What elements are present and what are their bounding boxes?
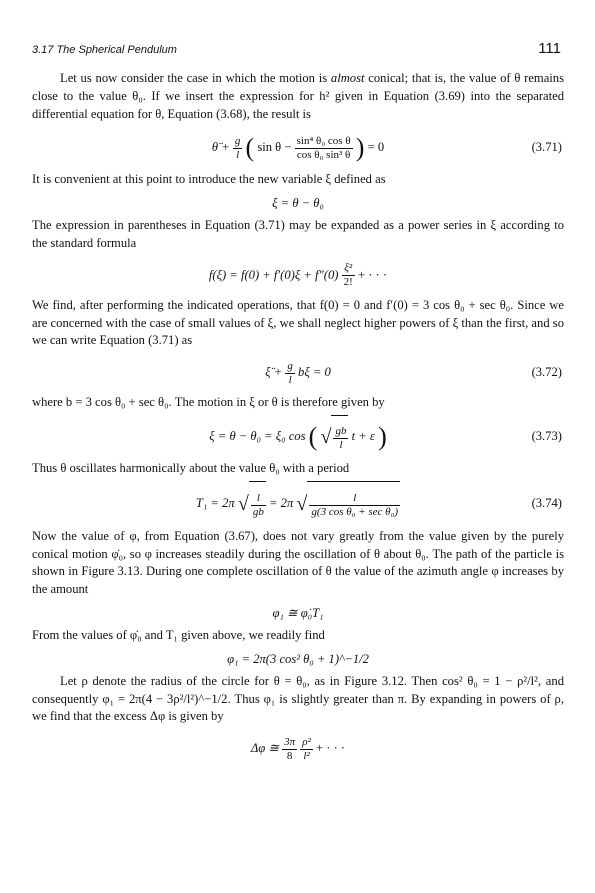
eq373-l: l	[339, 439, 343, 452]
running-head: 3.17 The Spherical Pendulum	[32, 44, 177, 56]
eq371-l: l	[236, 149, 240, 161]
taylor-tail: + · · ·	[357, 267, 388, 282]
eq371-rhs: = 0	[367, 140, 385, 155]
dphi-num2: ρ²	[302, 735, 311, 748]
page-number: 111	[538, 40, 561, 57]
eq374-l2: l	[309, 492, 400, 506]
paragraph-8: From the values of φ̇₀ and T₁ given above, we readily find	[32, 627, 325, 642]
paragraph-4: We find, after performing the indicated operations, that f(0) = 0 and f′(0) = 3 cos θ₀ + sec θ₀. Since we are concerned with the case of small values of ξ, we shall neglect higher powers of ξ than the first, and so we can write Equation (3.71) as	[32, 297, 564, 348]
eq371-number: (3.71)	[531, 140, 562, 155]
eq374-fraction-2	[309, 492, 400, 519]
eq373-sqrt	[321, 414, 349, 460]
taylor-fraction	[342, 262, 355, 289]
eq374-radical-2: √	[296, 493, 308, 516]
dphi-fraction-1	[282, 736, 297, 763]
eq374-radical-1: √	[237, 493, 249, 516]
dphi-fraction-2	[300, 736, 313, 763]
paragraph-9: Let ρ denote the radius of the circle for θ = θ₀, as in Figure 3.12. Then cos² θ₀ = 1 − ρ²/l², and consequently φ₁ = 2π(4 − 3ρ²/l²)^−1/2. Thus φ₁ is slightly greater than π. By expanding in powers of ρ, we find that the excess Δφ is given by	[32, 673, 564, 724]
eq371-fraction	[295, 135, 353, 162]
page-header	[32, 40, 561, 60]
eq371-sin: sin θ −	[257, 140, 292, 155]
eq373-radical: √	[320, 426, 332, 449]
eq371-open-paren: (	[245, 133, 255, 163]
equation-3-74	[32, 480, 564, 526]
dphi-lhs: Δφ ≅	[250, 741, 279, 756]
eq371-close-paren: )	[355, 133, 365, 163]
eq371-lhs: θ̈ +	[211, 140, 233, 155]
eq374-fraction-1	[251, 492, 266, 519]
eq373-rhs: t + ε	[351, 428, 375, 443]
eq373-close-paren: )	[378, 422, 387, 452]
eq372-lhs: ξ̈ +	[265, 365, 286, 380]
paragraph-7: Now the value of φ, from Equation (3.67), does not vary greatly from the value given by the purely conical motion φ̇₀, so φ increases steadily during the oscillation of θ about θ₀. The path of the particle is shown in Figure 3.13. During one complete oscillation of θ the value of the azimuth angle φ increases by the amount	[32, 528, 564, 597]
equation-delta-phi	[32, 728, 564, 768]
dphi-den: 8	[286, 749, 293, 762]
eq373-number: (3.73)	[531, 428, 562, 443]
eq374-lhs: T₁ = 2π	[195, 495, 235, 510]
eq372-rhs: bξ = 0	[298, 365, 331, 380]
eq374-mid: = 2π	[269, 495, 294, 510]
paragraph-3: The expression in parentheses in Equation (3.71) may be expanded as a power series in ξ according to the standard formula	[32, 218, 564, 250]
equation-3-71	[32, 125, 564, 169]
eq371-num: sin⁴ θ₀ cos θ	[296, 135, 351, 147]
eq371-den: cos θ₀ sin³ θ	[296, 149, 351, 161]
dphi-num: 3π	[284, 735, 296, 748]
eq374-den2: g(3 cos θ₀ + sec θ₀)	[311, 506, 399, 519]
eq372-number: (3.72)	[531, 365, 562, 380]
equation-3-72	[32, 352, 564, 392]
eq374-l1: l	[251, 492, 266, 506]
eq374-sqrt-2	[296, 480, 400, 528]
para1-text-c: conical; that is, the value of θ remains close to the value θ₀. If we insert the expression for h² given in Equation (3.69) into the separated differential equation for θ, Equation (3.68), the result is	[32, 71, 564, 121]
taylor-lhs: f(ξ) = f(0) + f′(0)ξ + f″(0)	[208, 267, 339, 282]
eq372-l: l	[288, 373, 292, 386]
equation-3-73	[32, 414, 564, 458]
eq374-gb: gb	[252, 506, 264, 519]
dphi-den2: l²	[303, 749, 310, 762]
eq372-g-over-l	[285, 360, 295, 387]
para1-emphasis: almost	[330, 71, 365, 85]
eq371-g: g	[234, 135, 241, 147]
eq373-radicand	[331, 415, 348, 460]
eq374-number: (3.74)	[531, 495, 562, 510]
eq373-fraction	[333, 425, 348, 452]
paragraph-6: Thus θ oscillates harmonically about the value θ₀ with a period	[32, 460, 350, 475]
eq371-g-over-l	[233, 135, 243, 162]
page-body	[32, 70, 564, 770]
eq372-g: g	[287, 359, 293, 372]
paragraph-1	[32, 70, 564, 123]
taylor-den: 2!	[343, 276, 353, 289]
equation-xi: ξ = θ − θ₀	[272, 196, 324, 211]
paragraph-5: where b = 3 cos θ₀ + sec θ₀. The motion in ξ or θ is therefore given by	[32, 395, 385, 410]
eq374-sqrt-1	[238, 480, 266, 528]
eq374-radicand-1	[249, 481, 266, 528]
eq373-open-paren: (	[308, 422, 318, 452]
equation-phi1-result: φ₁ = 2π(3 cos² θ₀ + 1)^−1/2	[227, 651, 369, 666]
para1-text-a: Let us now consider the case in which the motion is	[60, 71, 331, 85]
dphi-tail: + · · ·	[315, 741, 346, 756]
equation-taylor	[32, 255, 564, 295]
eq373-gb: gb	[335, 425, 347, 438]
taylor-num: ξ²	[342, 262, 355, 276]
paragraph-2: It is convenient at this point to introduce the new variable ξ defined as	[32, 172, 386, 187]
eq374-radicand-2	[307, 481, 400, 528]
eq373-lhs: ξ = θ − θ₀ = ξ₀ cos	[209, 428, 306, 443]
equation-phi1: φ₁ ≅ φ̇₀T₁	[272, 605, 324, 620]
